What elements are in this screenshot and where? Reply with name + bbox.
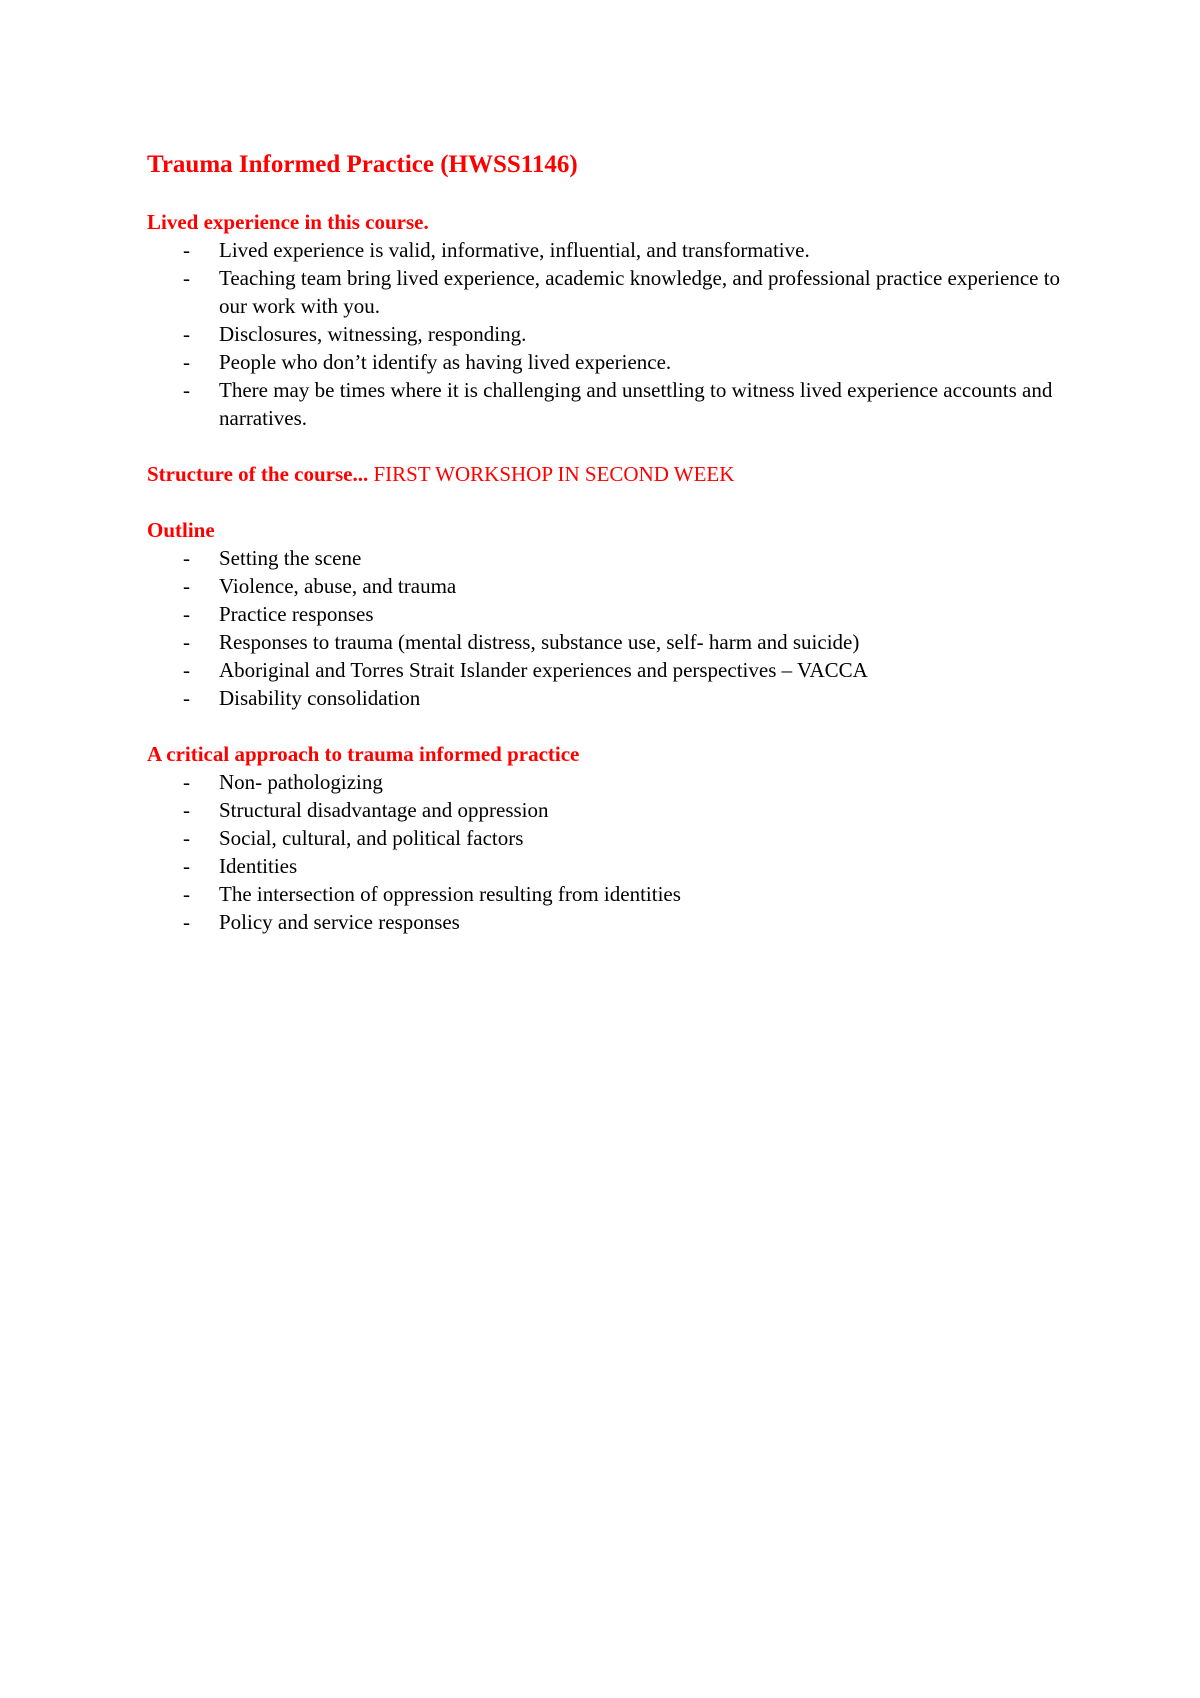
- document-title: Trauma Informed Practice (HWSS1146): [147, 151, 578, 178]
- structure-heading-bold: Structure of the course...: [147, 462, 369, 486]
- list-item: [147, 348, 1077, 376]
- list-item-text: Lived experience is valid, informative, influential, and transformative.: [219, 238, 810, 262]
- dash-bullet: -: [183, 546, 190, 570]
- dash-bullet: -: [183, 266, 190, 290]
- dash-bullet: -: [183, 854, 190, 878]
- list-item: [147, 908, 1077, 936]
- list-item: [147, 796, 1077, 824]
- list-item: [147, 600, 1077, 628]
- list-item-text: Policy and service responses: [219, 910, 460, 934]
- list-item: [147, 320, 1077, 348]
- list-item-text: Structural disadvantage and oppression: [219, 798, 549, 822]
- list-item-text: Practice responses: [219, 602, 374, 626]
- dash-bullet: -: [183, 238, 190, 262]
- list-item: [147, 628, 1077, 656]
- dash-bullet: -: [183, 378, 190, 402]
- section-heading-lived-experience: Lived experience in this course.: [147, 210, 429, 234]
- list-item-text: There may be times where it is challenging and unsettling to witness lived experience accounts and narratives.: [219, 378, 1053, 430]
- dash-bullet: -: [183, 602, 190, 626]
- list-item-text: Social, cultural, and political factors: [219, 826, 524, 850]
- list-item: [147, 236, 1077, 264]
- list-item: [147, 684, 1077, 712]
- dash-bullet: -: [183, 798, 190, 822]
- list-item-text: Disability consolidation: [219, 686, 421, 710]
- list-item: [147, 656, 1077, 684]
- section-heading-outline: Outline: [147, 518, 215, 542]
- dash-bullet: -: [183, 770, 190, 794]
- structure-heading-note: FIRST WORKSHOP IN SECOND WEEK: [368, 462, 735, 486]
- dash-bullet: -: [183, 910, 190, 934]
- list-item: [147, 768, 1077, 796]
- list-item: [147, 376, 1077, 432]
- list-item: [147, 544, 1077, 572]
- list-item-text: Disclosures, witnessing, responding.: [219, 322, 527, 346]
- dash-bullet: -: [183, 322, 190, 346]
- critical-approach-list: [147, 768, 1077, 936]
- dash-bullet: -: [183, 350, 190, 374]
- list-item-text: Teaching team bring lived experience, academic knowledge, and professional practice experience to our work with you.: [219, 266, 1061, 318]
- list-item-text: Aboriginal and Torres Strait Islander experiences and perspectives – VACCA: [219, 658, 868, 682]
- list-item-text: Identities: [219, 854, 298, 878]
- lived-experience-list: [147, 236, 1077, 432]
- section-spacer: [147, 488, 1077, 516]
- list-item-text: The intersection of oppression resulting from identities: [219, 882, 681, 906]
- dash-bullet: -: [183, 882, 190, 906]
- list-item-text: Setting the scene: [219, 546, 362, 570]
- document-body: [147, 150, 1077, 964]
- dash-bullet: -: [183, 686, 190, 710]
- list-item: [147, 852, 1077, 880]
- dash-bullet: -: [183, 630, 190, 654]
- dash-bullet: -: [183, 658, 190, 682]
- outline-list: [147, 544, 1077, 712]
- list-item-text: Responses to trauma (mental distress, substance use, self- harm and suicide): [219, 630, 860, 654]
- section-heading-structure: [147, 460, 1077, 488]
- section-heading-critical-approach: A critical approach to trauma informed practice: [147, 742, 580, 766]
- dash-bullet: -: [183, 826, 190, 850]
- list-item-text: Violence, abuse, and trauma: [219, 574, 457, 598]
- list-item: [147, 572, 1077, 600]
- list-item: [147, 264, 1077, 320]
- list-item-text: People who don’t identify as having lived experience.: [219, 350, 672, 374]
- list-item: [147, 880, 1077, 908]
- dash-bullet: -: [183, 574, 190, 598]
- list-item: [147, 824, 1077, 852]
- list-item-text: Non- pathologizing: [219, 770, 383, 794]
